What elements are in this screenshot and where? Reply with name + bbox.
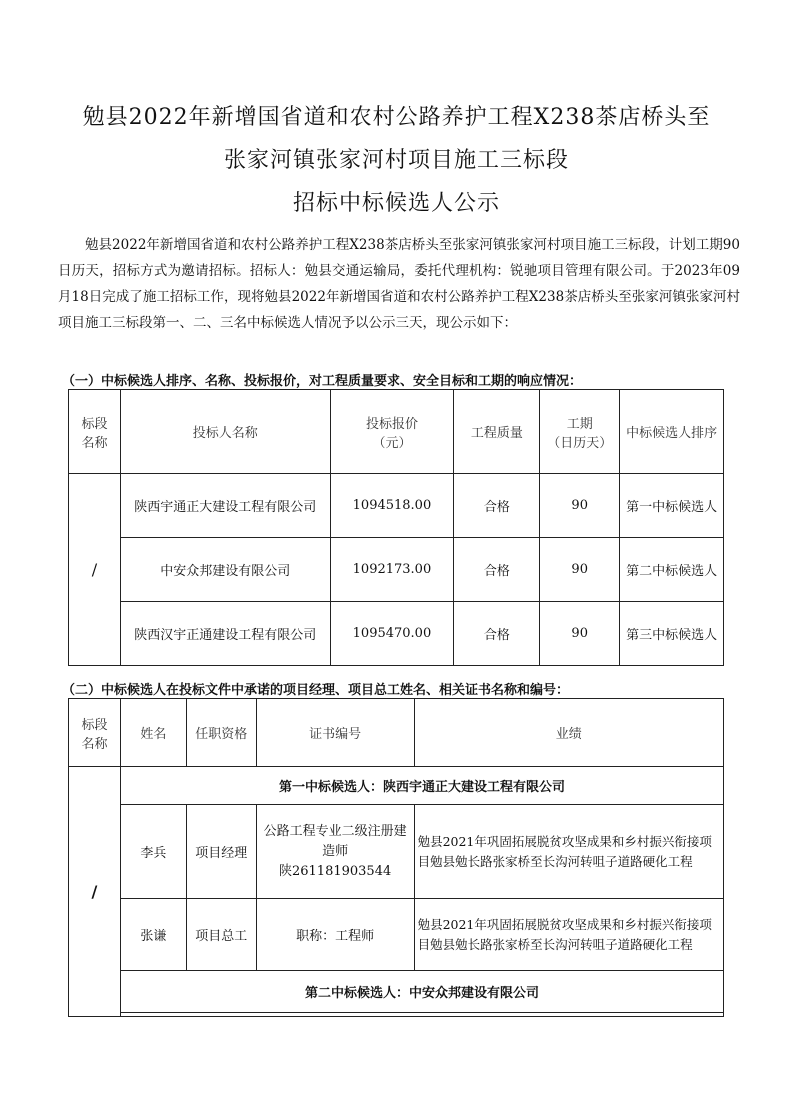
candidate-row [69,971,724,1013]
cert-cell: 公路工程专业二级注册建造师 陕261181903544 [256,805,414,899]
table-row [69,474,724,538]
price-cell: 1094518.00 [330,474,454,538]
position-cell: 项目总工 [186,899,256,971]
header-lot: 标段 名称 [69,699,121,767]
header-rank: 中标候选人排序 [620,390,724,474]
candidate-1-label: 第一中标候选人：陕西宇通正大建设工程有限公司 [120,767,723,805]
header-quality: 工程质量 [454,390,540,474]
cert-cell: 职称：工程师 [256,899,414,971]
header-name: 姓名 [120,699,186,767]
rank-cell: 第三中标候选人 [620,602,724,666]
performance-cell: 勉县2021年巩固拓展脱贫攻坚成果和乡村振兴衔接项目勉县勉长路张家桥至长沟河转咀子道路硬化工程 [414,899,723,971]
name-cell: 李兵 [120,805,186,899]
section-2-heading: （二）中标候选人在投标文件中承诺的项目经理、项目总工姓名、相关证书名称和编号： [62,683,570,698]
header-price: 投标报价 （元） [330,390,454,474]
title-line-1: 勉县2022年新增国省道和农村公路养护工程X238茶店桥头至 [82,105,711,130]
performance-cell: 勉县2021年巩固拓展脱贫攻坚成果和乡村振兴衔接项目勉县勉长路张家桥至长沟河转咀子道路硬化工程 [414,805,723,899]
rank-cell: 第二中标候选人 [620,538,724,602]
candidate-row [69,767,724,805]
header-bidder: 投标人名称 [120,390,330,474]
quality-cell: 合格 [454,474,540,538]
price-cell: 1092173.00 [330,538,454,602]
price-cell: 1095470.00 [330,602,454,666]
header-performance: 业绩 [414,699,723,767]
header-position: 任职资格 [186,699,256,767]
lot-cell: / [69,767,121,1017]
table-row [69,899,724,971]
table-row [69,538,724,602]
table-bottom-edge [120,1013,723,1017]
quality-cell: 合格 [454,602,540,666]
table-header-row [69,699,724,767]
table-header-row [69,390,724,474]
period-cell: 90 [540,602,620,666]
section-1-heading: （一）中标候选人排序、名称、投标报价，对工程质量要求、安全目标和工期的响应情况： [62,374,583,389]
name-cell: 张谦 [120,899,186,971]
table-row [69,1013,724,1017]
personnel-table [68,698,724,1017]
bidder-cell: 陕西宇通正大建设工程有限公司 [120,474,330,538]
bidder-cell: 陕西汉宇正通建设工程有限公司 [120,602,330,666]
period-cell: 90 [540,474,620,538]
header-cert: 证书编号 [256,699,414,767]
title-line-2: 张家河镇张家河村项目施工三标段 [223,148,569,173]
candidate-2-label: 第二中标候选人：中安众邦建设有限公司 [120,971,723,1013]
period-cell: 90 [540,538,620,602]
lot-cell: / [69,474,121,666]
header-lot: 标段 名称 [69,390,121,474]
position-cell: 项目经理 [186,805,256,899]
header-period: 工期 （日历天） [540,390,620,474]
bidder-cell: 中安众邦建设有限公司 [120,538,330,602]
title-line-3: 招标中标候选人公示 [292,191,500,216]
table-row [69,805,724,899]
quality-cell: 合格 [454,538,540,602]
candidates-table [68,389,724,666]
intro-paragraph: 勉县2022年新增国省道和农村公路养护工程X238茶店桥头至张家河镇张家河村项目施工三标段，计划工期90日历天，招标方式为邀请招标。招标人：勉县交通运输局，委托代理机构：锐驰项目管理有限公司。于2023年09月18日完成了施工招标工作，现将勉县2022年新增国省道和农村公路养护工程X238茶店桥头至张家河镇张家河村项目施工三标段第一、二、三名中标候选人情况予以公示三天，现公示如下： [58,237,740,331]
rank-cell: 第一中标候选人 [620,474,724,538]
table-row [69,602,724,666]
